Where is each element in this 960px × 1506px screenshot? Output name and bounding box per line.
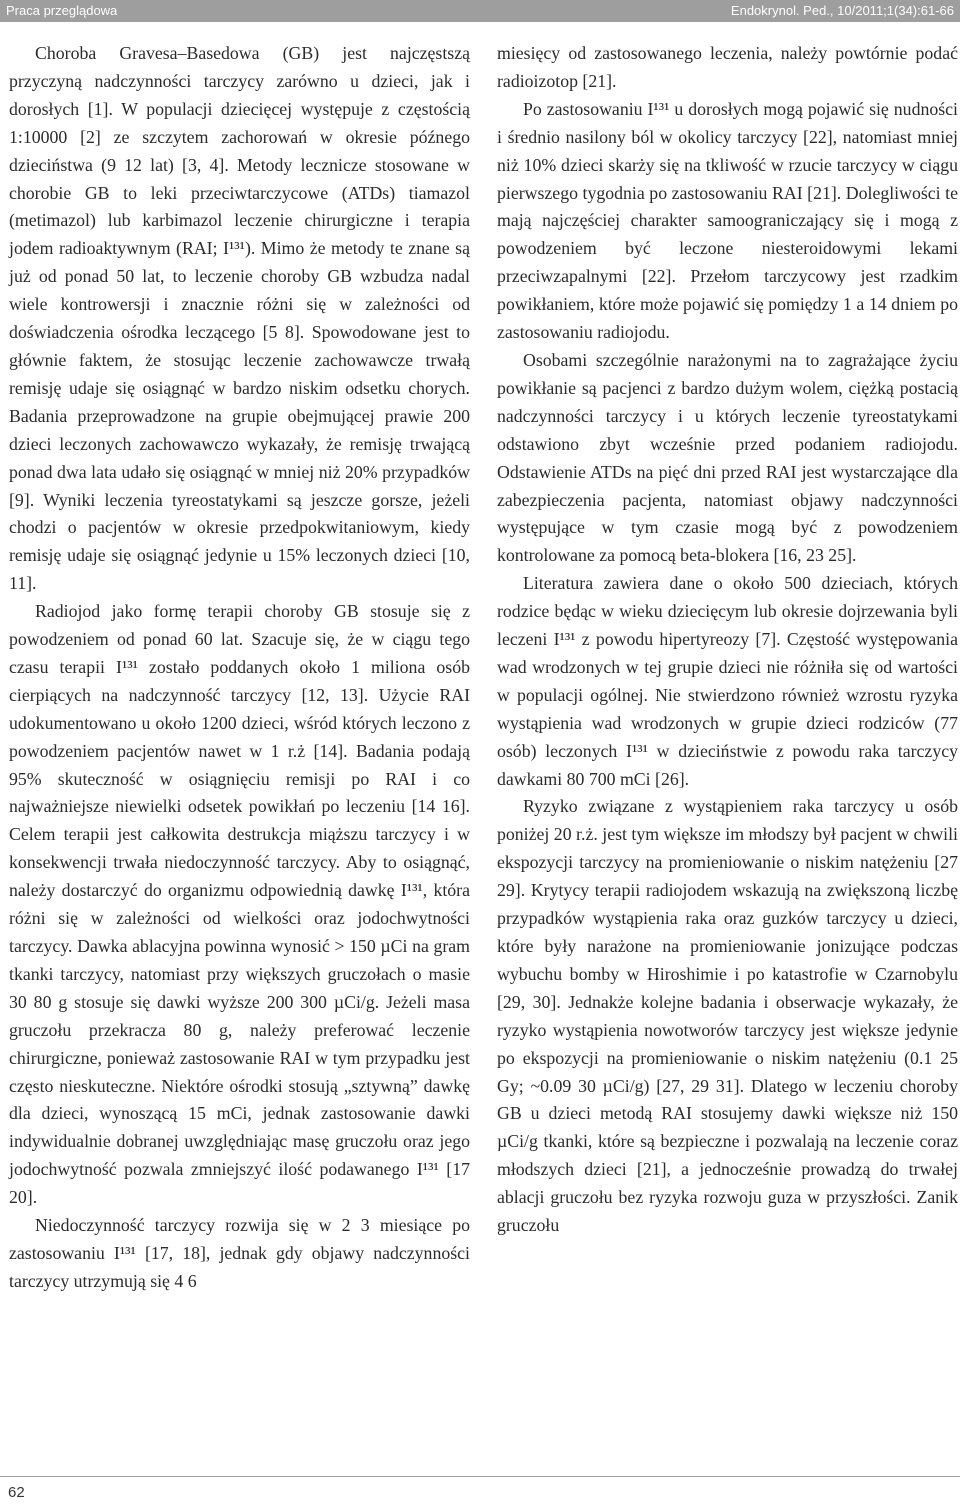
- right-column: [497, 40, 958, 1240]
- paragraph: Po zastosowaniu I¹³¹ u dorosłych mogą pojawić się nudności i średnio nasilony ból w okolicy tarczycy [22], natomiast mniej niż 10% dzieci skarży się na tkliwość w rzucie tarczycy w ciągu pierwszego tygodnia po zastosowaniu RAI [21]. Dolegliwości te mają najczęściej charakter samoograniczający się i mogą z powodzeniem być leczone niesteroidowymi lekami przeciwzapalnymi [22]. Przełom tarczycowy jest rzadkim powikłaniem, które może pojawić się pomiędzy 1 a 14 dniem po zastosowaniu radiojodu.: [497, 98, 958, 343]
- running-header: [0, 0, 960, 22]
- left-column: [9, 40, 470, 1296]
- journal-citation: Endokrynol. Ped., 10/2011;1(34):61-66: [730, 3, 954, 18]
- section-label: Praca przeglądowa: [6, 3, 118, 18]
- paragraph: Choroba Gravesa–Basedowa (GB) jest najczęstszą przyczyną nadczynności tarczycy zarówno u dzieci, jak i dorosłych [1]. W populacji dziecięcej występuje z częstością 1:10000 [2] ze szczytem zachorowań w okresie późnego dzieciństwa (9 12 lat) [3, 4]. Metody lecznicze stosowane w chorobie GB to leki przeciwtarczycowe (ATDs) tiamazol (metimazol) lub karbimazol leczenie chirurgiczne i terapia jodem radioaktywnym (RAI; I¹³¹). Mimo że metody te znane są już od ponad 50 lat, to leczenie choroby GB wzbudza nadal wiele kontrowersji i znacznie różni się w zależności od doświadczenia ośrodka leczącego [5 8]. Spowodowane jest to głównie faktem, że stosując leczenie zachowawcze trwałą remisję udaje się osiągnąć w bardzo niskim odsetku chorych. Badania przeprowadzone na grupie obejmującej prawie 200 dzieci leczonych zachowawczo wykazały, że remisję trwającą ponad dwa lata udało się osiągnąć w mniej niż 20% przypadków [9]. Wyniki leczenia tyreostatykami są jeszcze gorsze, jeżeli chodzi o pacjentów w okresie przedpokwitaniowym, kiedy remisję udaje się osiągnąć jedynie u 15% leczonych dzieci [10, 11].: [9, 43, 470, 594]
- paragraph: miesięcy od zastosowanego leczenia, należy powtórnie podać radioizotop [21].: [497, 43, 958, 91]
- page-number: 62: [8, 1484, 25, 1501]
- paragraph: Niedoczynność tarczycy rozwija się w 2 3 miesiące po zastosowaniu I¹³¹ [17, 18], jednak gdy objawy nadczynności tarczycy utrzymują się 4 6: [9, 1215, 470, 1291]
- paragraph: Radiojod jako formę terapii choroby GB stosuje się z powodzeniem od ponad 60 lat. Szacuje się, że w ciągu tego czasu terapii I¹³¹ zostało poddanych około 1 miliona osób cierpiących na nadczynność tarczycy [12, 13]. Użycie RAI udokumentowano u około 1200 dzieci, wśród których leczono z powodzeniem pacjentów nawet w 1 r.ż [14]. Badania podają 95% skuteczność w osiągnięciu remisji po RAI i co najważniejsze niewielki odsetek powikłań po leczeniu [14 16]. Celem terapii jest całkowita destrukcja miąższu tarczycy i w konsekwencji trwała niedoczynność tarczycy. Aby to osiągnąć, należy dostarczyć do organizmu odpowiednią dawkę I¹³¹, która różni się w zależności od wielkości oraz jodochwytności tarczycy. Dawka ablacyjna powinna wynosić > 150 µCi na gram tkanki tarczycy, natomiast przy większych gruczołach o masie 30 80 g stosuje się dawki wyższe 200 300 µCi/g. Jeżeli masa gruczołu przekracza 80 g, należy preferować leczenie chirurgiczne, ponieważ zastosowanie RAI w tym przypadku jest często nieskuteczne. Niektóre ośrodki stosują „sztywną” dawkę dla dzieci, wynoszącą 15 mCi, jednak zastosowanie dawki indywidualnie dobranej uwzględniając masę gruczołu oraz jego jodochwytność pozwala zmniejszyć ilość podawanego I¹³¹ [17 20].: [9, 601, 470, 1208]
- paragraph: Osobami szczególnie narażonymi na to zagrażające życiu powikłanie są pacjenci z bardzo dużym wolem, ciężką postacią nadczynności tarczycy i u których leczenie tyreostatykami odstawiono zbyt wcześnie przed podaniem radiojodu. Odstawienie ATDs na pięć dni przed RAI jest wystarczające dla zabezpieczenia pacjenta, natomiast objawy nadczynności występujące w tym czasie mogą być z powodzeniem kontrolowane za pomocą beta-blokera [16, 23 25].: [497, 349, 958, 566]
- paragraph: Ryzyko związane z wystąpieniem raka tarczycy u osób poniżej 20 r.ż. jest tym większe im młodszy był pacjent w chwili ekspozycji tarczycy na promieniowanie o niskim natężeniu [27 29]. Krytycy terapii radiojodem wskazują na zwiększoną liczbę przypadków wystąpienia raka oraz guzków tarczycy u dzieci, które były narażone na promieniowanie jonizujące podczas wybuchu bomby w Hiroshimie i po katastrofie w Czarnobylu [29, 30]. Jednakże kolejne badania i obserwacje wykazały, że ryzyko wystąpienia nowotworów tarczycy jest większe jedynie po ekspozycji na promieniowanie o niskim natężeniu (0.1 25 Gy; ~0.09 30 µCi/g) [27, 29 31]. Dlatego w leczeniu choroby GB u dzieci metodą RAI stosujemy dawki większe niż 150 µCi/g tkanki, które są bezpieczne i pozwalają na leczenie coraz młodszych dzieci [21], a jednocześnie prowadzą do trwałej ablacji gruczołu bez ryzyka rozwoju guza w przyszłości. Zanik gruczołu: [497, 796, 958, 1236]
- footer-divider: [0, 1476, 960, 1477]
- paragraph: Literatura zawiera dane o około 500 dzieciach, których rodzice będąc w wieku dziecięcym lub okresie dojrzewania byli leczeni I¹³¹ z powodu hipertyreozy [7]. Częstość występowania wad wrodzonych w tej grupie dzieci nie różniła się od wartości w populacji ogólnej. Nie stwierdzono również wzrostu ryzyka wystąpienia wad wrodzonych w grupie dzieci rodziców (77 osób) leczonych I¹³¹ w dzieciństwie z powodu raka tarczycy dawkami 80 700 mCi [26].: [497, 573, 958, 789]
